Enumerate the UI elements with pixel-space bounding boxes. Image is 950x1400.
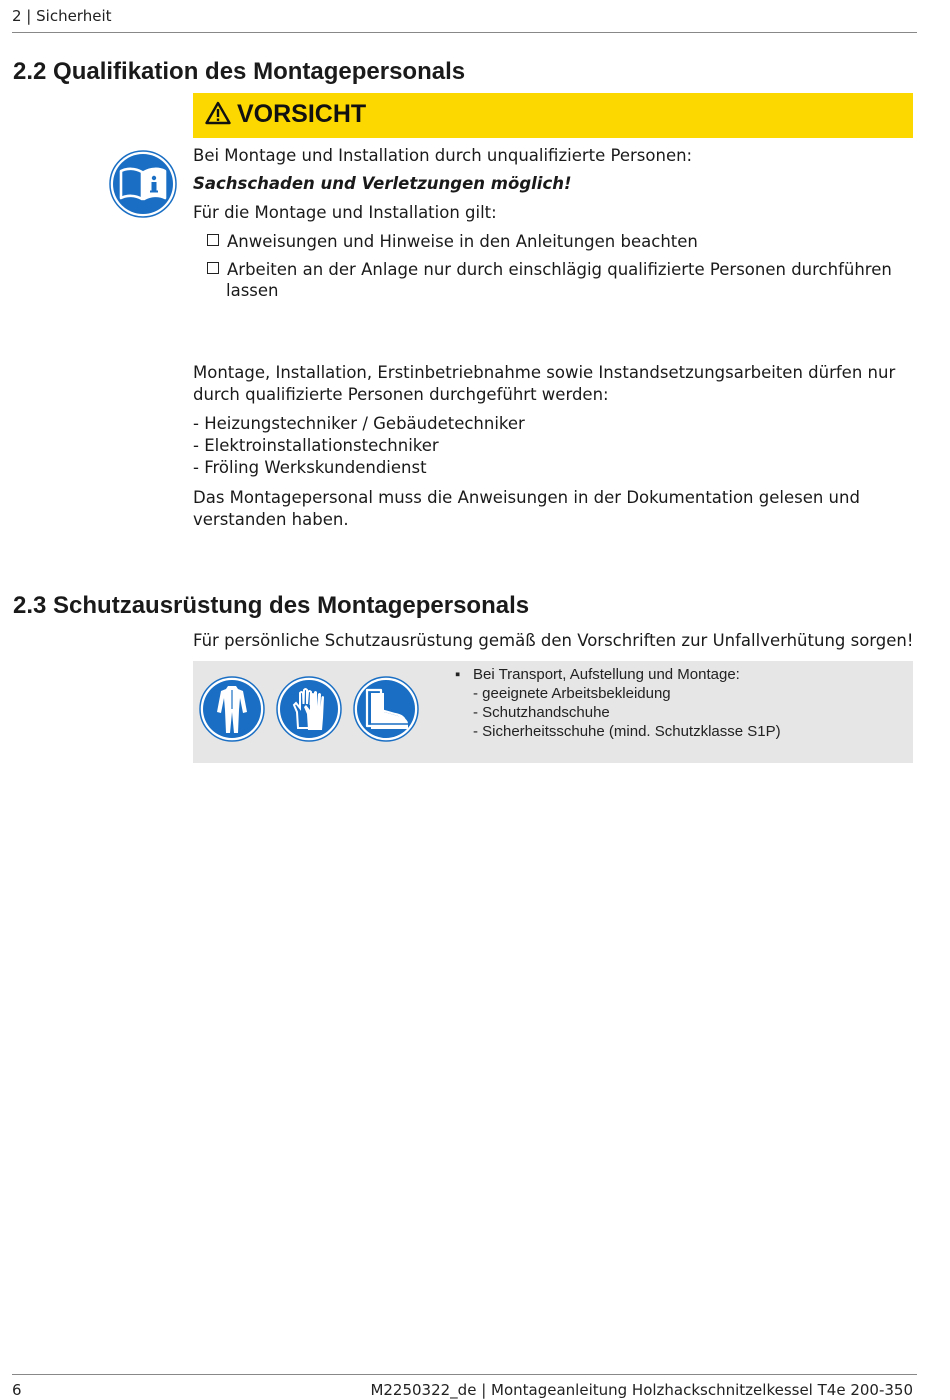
warning-list-item: Anweisungen und Hinweise in den Anleitungen beachten <box>207 231 698 252</box>
checkbox-icon <box>207 262 219 274</box>
read-manual-icon <box>109 150 177 218</box>
footer-document-title: M2250322_de | Montageanleitung Holzhackschnitzelkessel T4e 200-350 <box>370 1381 913 1399</box>
section-heading-2-2: 2.2 Qualifikation des Montagepersonals <box>13 58 466 85</box>
ppe-intro: Für persönliche Schutzausrüstung gemäß den Vorschriften zur Unfallverhütung sorgen! <box>193 631 914 650</box>
warning-title <box>205 100 366 129</box>
ppe-panel <box>193 661 913 763</box>
warning-list-item-continuation: lassen <box>226 281 279 300</box>
warning-rule-intro: Für die Montage und Installation gilt: <box>193 203 497 222</box>
gloves-icon <box>276 676 342 742</box>
ppe-title: Bei Transport, Aufstellung und Montage: <box>473 666 740 683</box>
qualified-list-item: - Fröling Werkskundendienst <box>193 458 427 477</box>
warning-banner <box>193 93 913 138</box>
ppe-item: - Sicherheitsschuhe (mind. Schutzklasse S1P) <box>473 723 781 740</box>
warning-triangle-icon <box>205 101 231 125</box>
qualified-list-item: - Heizungstechniker / Gebäudetechniker <box>193 414 525 433</box>
header-divider <box>12 32 917 33</box>
paragraph-line: durch qualifizierte Personen durchgeführt werden: <box>193 385 609 404</box>
paragraph-line: Das Montagepersonal muss die Anweisungen in der Dokumentation gelesen und <box>193 488 860 507</box>
qualified-list-item: - Elektroinstallationstechniker <box>193 436 439 455</box>
running-header: 2 | Sicherheit <box>12 7 112 25</box>
footer-divider <box>12 1374 917 1375</box>
warning-list-item: Arbeiten an der Anlage nur durch einschlägig qualifizierte Personen durchführen <box>207 259 892 280</box>
ppe-item: - Schutzhandschuhe <box>473 704 610 721</box>
paragraph-line: Montage, Installation, Erstinbetriebnahme sowie Instandsetzungsarbeiten dürfen nur <box>193 363 896 382</box>
safety-shoes-icon <box>353 676 419 742</box>
page-number: 6 <box>12 1381 22 1399</box>
checkbox-icon <box>207 234 219 246</box>
warning-label: VORSICHT <box>237 100 367 128</box>
ppe-item: - geeignete Arbeitsbekleidung <box>473 685 671 702</box>
ppe-bullet: ▪ <box>455 666 461 683</box>
warning-intro: Bei Montage und Installation durch unqualifizierte Personen: <box>193 146 693 165</box>
paragraph-line: verstanden haben. <box>193 510 349 529</box>
section-heading-2-3: 2.3 Schutzausrüstung des Montagepersonals <box>13 592 530 619</box>
warning-consequence: Sachschaden und Verletzungen möglich! <box>193 174 572 193</box>
protective-clothing-icon <box>199 676 265 742</box>
